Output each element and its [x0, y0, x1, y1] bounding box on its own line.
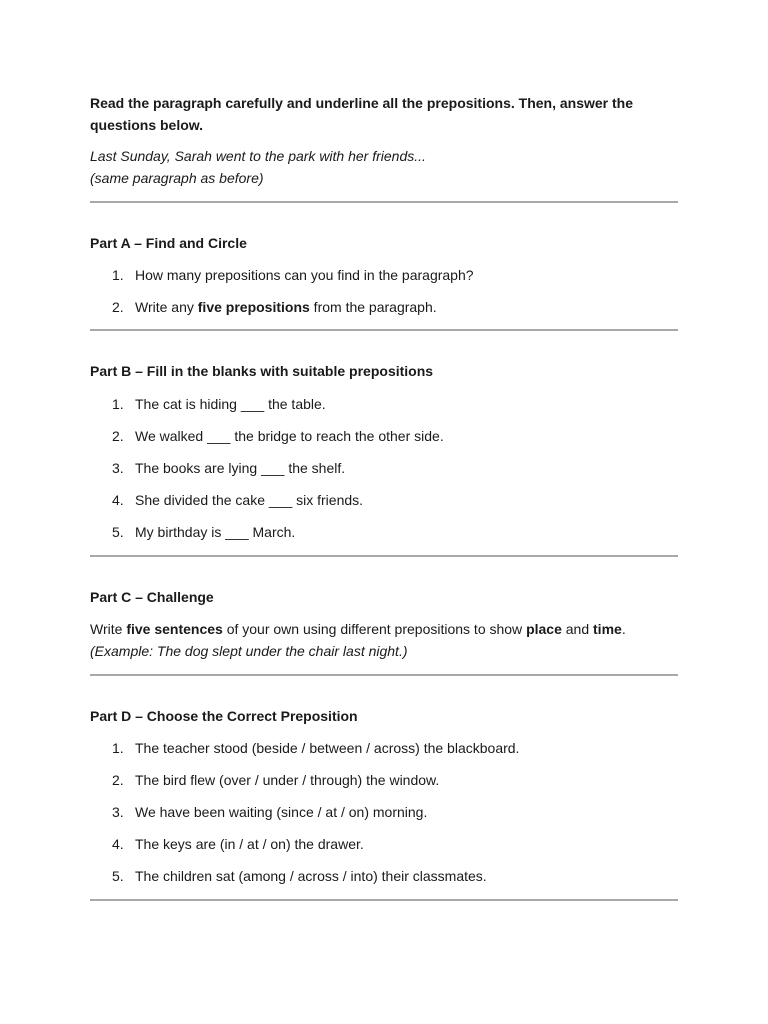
- item-number: 3.: [112, 460, 124, 476]
- item-number: 1.: [112, 267, 124, 283]
- item-number: 2.: [112, 428, 124, 444]
- item-number: 2.: [112, 299, 124, 315]
- item-number: 5.: [112, 868, 124, 884]
- bold-run: five sentences: [126, 621, 223, 637]
- item-text: The books are lying ___ the shelf.: [135, 460, 346, 476]
- item-text: My birthday is ___ March.: [135, 524, 296, 540]
- list-item: [90, 426, 678, 446]
- list-item: [90, 802, 678, 822]
- item-number: 4.: [112, 492, 124, 508]
- item-text: The keys are (in / at / on) the drawer.: [135, 836, 364, 852]
- text-run: .: [621, 621, 626, 637]
- section-divider: [90, 555, 678, 557]
- list-item: [90, 490, 678, 510]
- list-item: [90, 738, 678, 758]
- item-text: She divided the cake ___ six friends.: [135, 492, 364, 508]
- paragraph-block: [90, 145, 678, 189]
- item-text-bold: five prepositions: [197, 299, 310, 315]
- list-item: [90, 297, 678, 317]
- item-number: 1.: [112, 740, 124, 756]
- list-item: [90, 834, 678, 854]
- part-b-questions: [90, 394, 678, 542]
- instruction-text: Read the paragraph carefully and underline all the prepositions. Then, answer the questions below.: [90, 95, 634, 133]
- item-number: 5.: [112, 524, 124, 540]
- worksheet-page: [90, 92, 678, 901]
- item-text-post: from the paragraph.: [309, 299, 437, 315]
- item-number: 4.: [112, 836, 124, 852]
- item-text: The teacher stood (beside / between / across) the blackboard.: [135, 740, 520, 756]
- part-c-title: Part C – Challenge: [90, 589, 214, 605]
- item-text: We have been waiting (since / at / on) morning.: [135, 804, 428, 820]
- text-run: of your own using different prepositions to show: [222, 621, 527, 637]
- section-divider: [90, 201, 678, 203]
- section-divider: [90, 899, 678, 901]
- list-item: [90, 522, 678, 542]
- part-a-questions: [90, 265, 678, 317]
- list-item: [90, 265, 678, 285]
- part-d-questions: [90, 738, 678, 886]
- paragraph-line-1: Last Sunday, Sarah went to the park with her friends...: [90, 148, 426, 164]
- part-c-example: (Example: The dog slept under the chair last night.): [90, 643, 408, 659]
- item-text: The bird flew (over / under / through) the window.: [135, 772, 440, 788]
- list-item: [90, 458, 678, 478]
- section-divider: [90, 674, 678, 676]
- paragraph-line-2: (same paragraph as before): [90, 170, 264, 186]
- item-text: We walked ___ the bridge to reach the other side.: [135, 428, 444, 444]
- text-run: and: [561, 621, 594, 637]
- list-item: [90, 770, 678, 790]
- item-text-pre: Write any: [135, 299, 198, 315]
- list-item: [90, 394, 678, 414]
- part-a-title: Part A – Find and Circle: [90, 235, 247, 251]
- bold-run: place: [526, 621, 562, 637]
- item-number: 2.: [112, 772, 124, 788]
- section-divider: [90, 329, 678, 331]
- bold-run: time: [593, 621, 622, 637]
- part-c-instruction: [90, 619, 678, 640]
- item-number: 1.: [112, 396, 124, 412]
- list-item: [90, 866, 678, 886]
- text-run: Write: [90, 621, 127, 637]
- part-d-title: Part D – Choose the Correct Preposition: [90, 708, 358, 724]
- part-b-title: Part B – Fill in the blanks with suitable prepositions: [90, 363, 434, 379]
- item-text: The cat is hiding ___ the table.: [135, 396, 326, 412]
- item-text: The children sat (among / across / into) their classmates.: [135, 868, 487, 884]
- item-text: How many prepositions can you find in the paragraph?: [135, 267, 474, 283]
- item-number: 3.: [112, 804, 124, 820]
